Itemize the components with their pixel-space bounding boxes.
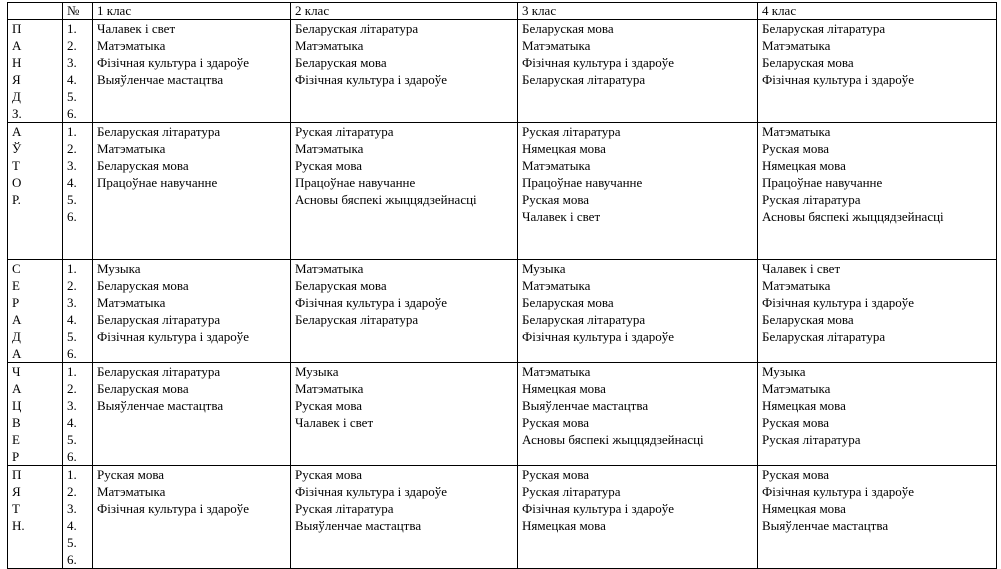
day-label-cell [8,363,63,466]
subject-entry: Беларуская мова [295,278,387,293]
subject-entry: Матэматыка [97,295,166,310]
subject-entry: Руская мова [522,415,590,430]
day-letter: П [12,21,22,36]
subject-entry: Матэматыка [97,141,166,156]
subject-entry: Выяўленчае мастацтва [295,518,422,533]
day-letter: Т [12,501,20,516]
lesson-number: 2. [67,141,77,156]
subject-entry: Працоўнае навучанне [522,175,643,190]
day-letter: Ч [12,364,21,379]
header-row [8,3,997,20]
subject-entry: Беларуская літаратура [97,364,221,379]
schedule-table [7,2,997,569]
lesson-number: 3. [67,158,77,173]
subject-entry: Чалавек і свет [97,21,176,36]
subject-entry: Нямецкая мова [762,158,846,173]
subject-entry: Руская мова [295,158,363,173]
class-4-subjects-cell [758,363,997,466]
subject-entry: Працоўнае навучанне [295,175,416,190]
subject-entry: Матэматыка [295,261,364,276]
day-letter: А [12,38,22,53]
day-letter: А [12,381,22,396]
lesson-number: 4. [67,72,77,87]
lesson-number: 6. [67,346,77,361]
subject-entry: Беларуская літаратура [97,124,221,139]
subject-entry: Матэматыка [762,278,831,293]
subject-entry: Выяўленчае мастацтва [522,398,649,413]
subject-entry: Руская мова [97,467,165,482]
day-label-cell [8,260,63,363]
subject-entry: Матэматыка [522,364,591,379]
subject-entry: Беларуская літаратура [762,329,886,344]
day-letter: Е [12,278,20,293]
header-class-4: 4 клас [758,3,997,20]
day-letter: А [12,312,22,327]
class-2-subjects-cell [291,123,518,260]
day-label-cell [8,123,63,260]
subject-entry: Музыка [762,364,806,379]
subject-entry: Выяўленчае мастацтва [97,398,224,413]
day-letter: В [12,415,21,430]
subject-entry: Беларуская літаратура [762,21,886,36]
class-3-subjects-cell [518,20,758,123]
day-letter: А [12,124,22,139]
subject-entry: Беларуская мова [522,21,614,36]
subject-entry: Фізічная культура і здароўе [522,329,675,344]
subject-entry: Матэматыка [762,124,831,139]
subject-entry: Беларуская літаратура [295,312,419,327]
subject-entry: Руская літаратура [762,432,861,447]
subject-entry: Музыка [97,261,141,276]
day-letter: Ц [12,398,22,413]
day-label-cell [8,20,63,123]
subject-entry: Фізічная культура і здароўе [762,72,915,87]
subject-entry: Матэматыка [295,141,364,156]
day-letter: Р [12,449,20,464]
class-3-subjects-cell [518,123,758,260]
subject-entry: Матэматыка [522,38,591,53]
lesson-number: 4. [67,312,77,327]
subject-entry: Беларуская літаратура [97,312,221,327]
subject-entry: Матэматыка [522,278,591,293]
subject-entry: Працоўнае навучанне [97,175,218,190]
subject-entry: Беларуская мова [522,295,614,310]
subject-entry: Руская літаратура [522,484,621,499]
day-letter: Р. [12,192,21,207]
class-2-subjects-cell [291,20,518,123]
subject-entry: Фізічная культура і здароўе [295,295,448,310]
subject-entry: Матэматыка [295,381,364,396]
lesson-number: 6. [67,106,77,121]
day-letter: Т [12,158,20,173]
class-2-subjects-cell [291,466,518,569]
lesson-number: 4. [67,518,77,533]
subject-entry: Асновы бяспекі жыццядзейнасці [295,192,477,207]
class-3-subjects-cell [518,466,758,569]
subject-entry: Руская мова [762,467,830,482]
subject-entry: Нямецкая мова [522,141,606,156]
subject-entry: Фізічная культура і здароўе [97,501,250,516]
subject-entry: Фізічная культура і здароўе [762,295,915,310]
day-letter: Р [12,295,20,310]
subject-entry: Музыка [522,261,566,276]
lesson-number: 5. [67,535,77,550]
day-label-cell [8,466,63,569]
subject-entry: Беларуская літаратура [522,72,646,87]
subject-entry: Руская мова [762,141,830,156]
lesson-number: 3. [67,295,77,310]
day-letter: С [12,261,21,276]
subject-entry: Беларуская літаратура [295,21,419,36]
class-1-subjects-cell [93,123,291,260]
class-4-subjects-cell [758,20,997,123]
subject-entry: Руская мова [522,192,590,207]
header-day-cell [8,3,63,20]
subject-entry: Асновы бяспекі жыццядзейнасці [522,432,704,447]
subject-entry: Чалавек і свет [522,209,601,224]
subject-entry: Асновы бяспекі жыццядзейнасці [762,209,944,224]
header-class-1: 1 клас [93,3,291,20]
lesson-number: 5. [67,89,77,104]
lesson-number-cell [63,123,93,260]
day-letter: Я [12,72,21,87]
subject-entry: Фізічная культура і здароўе [295,484,448,499]
lesson-number: 5. [67,192,77,207]
day-letter: Ў [12,141,22,156]
lesson-number: 5. [67,329,77,344]
subject-entry: Фізічная культура і здароўе [97,329,250,344]
class-1-subjects-cell [93,20,291,123]
day-letter: Д [12,89,21,104]
day-row-tuesday [8,123,997,260]
lesson-number-cell [63,260,93,363]
subject-entry: Матэматыка [762,38,831,53]
header-class-2: 2 клас [291,3,518,20]
day-letter: Н. [12,518,25,533]
subject-entry: Руская літаратура [762,192,861,207]
lesson-number: 1. [67,364,77,379]
day-letter: А [12,346,22,361]
day-letter: Д [12,329,21,344]
day-letter: Н [12,55,22,70]
day-letter: Е [12,432,20,447]
subject-entry: Беларуская мова [762,55,854,70]
subject-entry: Руская літаратура [295,124,394,139]
lesson-number: 4. [67,175,77,190]
lesson-number: 6. [67,552,77,567]
header-class-3: 3 клас [518,3,758,20]
subject-entry: Руская мова [295,467,363,482]
class-2-subjects-cell [291,260,518,363]
subject-entry: Руская мова [762,415,830,430]
lesson-number: 2. [67,484,77,499]
lesson-number: 2. [67,278,77,293]
subject-entry: Руская мова [522,467,590,482]
header-number-cell: № [63,3,93,20]
day-letter: П [12,467,22,482]
subject-entry: Выяўленчае мастацтва [97,72,224,87]
lesson-number: 6. [67,209,77,224]
subject-entry: Беларуская мова [97,278,189,293]
lesson-number: 5. [67,432,77,447]
lesson-number: 2. [67,38,77,53]
class-1-subjects-cell [93,260,291,363]
subject-entry: Беларуская мова [762,312,854,327]
class-4-subjects-cell [758,123,997,260]
subject-entry: Фізічная культура і здароўе [522,501,675,516]
subject-entry: Музыка [295,364,339,379]
lesson-number-cell [63,363,93,466]
day-row-friday [8,466,997,569]
subject-entry: Матэматыка [522,158,591,173]
class-2-subjects-cell [291,363,518,466]
subject-entry: Нямецкая мова [522,518,606,533]
subject-entry: Матэматыка [762,381,831,396]
class-4-subjects-cell [758,260,997,363]
subject-entry: Матэматыка [97,38,166,53]
subject-entry: Фізічная культура і здароўе [762,484,915,499]
class-1-subjects-cell [93,363,291,466]
subject-entry: Матэматыка [295,38,364,53]
subject-entry: Чалавек і свет [295,415,374,430]
subject-entry: Матэматыка [97,484,166,499]
subject-entry: Нямецкая мова [762,501,846,516]
subject-entry: Фізічная культура і здароўе [295,72,448,87]
lesson-number: 1. [67,467,77,482]
class-1-subjects-cell [93,466,291,569]
lesson-number: 1. [67,261,77,276]
subject-entry: Руская літаратура [295,501,394,516]
subject-entry: Беларуская мова [97,381,189,396]
day-letter: О [12,175,22,190]
class-3-subjects-cell [518,260,758,363]
subject-entry: Беларуская мова [97,158,189,173]
subject-entry: Нямецкая мова [522,381,606,396]
class-3-subjects-cell [518,363,758,466]
day-letter: Я [12,484,21,499]
lesson-number: 6. [67,449,77,464]
lesson-number: 4. [67,415,77,430]
subject-entry: Выяўленчае мастацтва [762,518,889,533]
lesson-number: 1. [67,124,77,139]
day-letter: З. [12,106,22,121]
lesson-number: 3. [67,501,77,516]
day-row-thursday [8,363,997,466]
subject-entry: Беларуская літаратура [522,312,646,327]
subject-entry: Працоўнае навучанне [762,175,883,190]
subject-entry: Руская мова [295,398,363,413]
subject-entry: Чалавек і свет [762,261,841,276]
lesson-number-cell [63,20,93,123]
day-row-monday [8,20,997,123]
subject-entry: Фізічная культура і здароўе [522,55,675,70]
subject-entry: Нямецкая мова [762,398,846,413]
lesson-number-cell [63,466,93,569]
class-4-subjects-cell [758,466,997,569]
day-row-wednesday [8,260,997,363]
subject-entry: Фізічная культура і здароўе [97,55,250,70]
lesson-number: 3. [67,55,77,70]
subject-entry: Руская літаратура [522,124,621,139]
lesson-number: 2. [67,381,77,396]
lesson-number: 3. [67,398,77,413]
subject-entry: Беларуская мова [295,55,387,70]
lesson-number: 1. [67,21,77,36]
